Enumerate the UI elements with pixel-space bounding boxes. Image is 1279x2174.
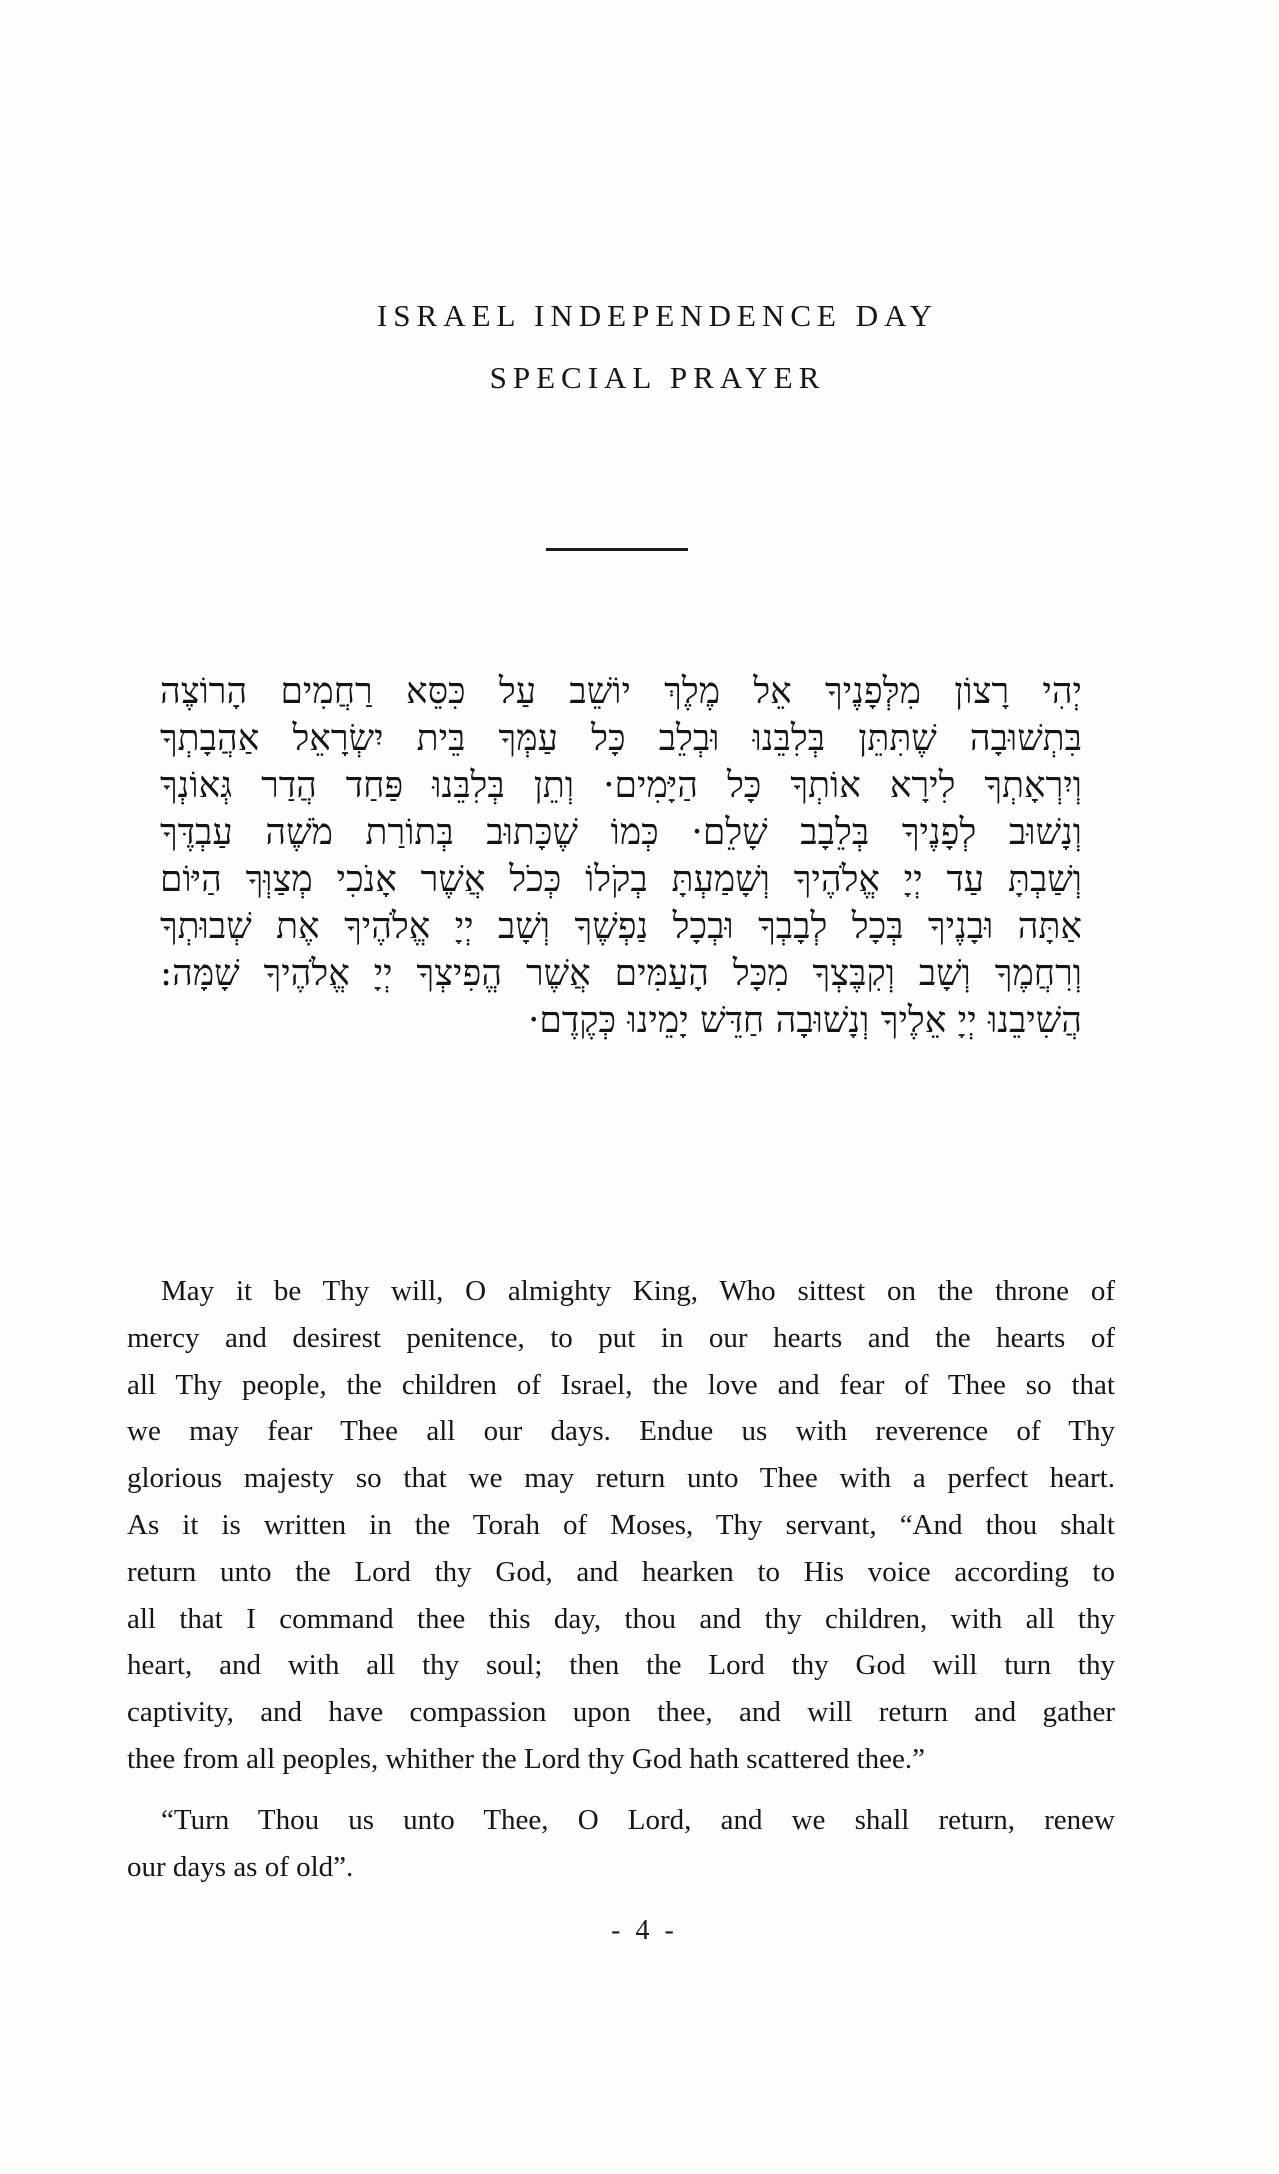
english-line: mercy and desirest penitence, to put in our hearts and the hearts of <box>127 1321 1115 1354</box>
english-line: captivity, and have compassion upon thee, and will return and gather <box>127 1696 1115 1729</box>
page-title: ISRAEL INDEPENDENCE DAY <box>376 298 939 333</box>
english-line: “Turn Thou us unto Thee, O Lord, and we shall return, renew <box>161 1803 1115 1836</box>
english-line: May it be Thy will, O almighty King, Who sittest on the throne of <box>161 1275 1115 1307</box>
hebrew-line: וְנָשׁוּב לְפָנֶיךָ בְּלֵבָב שָׁלֵם· כְּמוֹ שֶׁכָּתוּב בְּתוֹרַת מֹשֶׁה עַבְדֶּךָ <box>160 812 1082 853</box>
english-line: heart, and with all thy soul; then the Lord thy God will turn thy <box>127 1649 1115 1682</box>
hebrew-line: וְשַׁבְתָּ עַד יְיָ אֱלֹהֶיךָ וְשָׁמַעְתָּ בְקֹלוֹ כְּכֹל אֲשֶׁר אָנֹכִי מְצַוְּךָ הַיּוֹם <box>160 859 1082 900</box>
hebrew-line: הֲשִׁיבֵנוּ יְיָ אֵלֶיךָ וְנָשׁוּבָה חַדֵּשׁ יָמֵינוּ כְּקֶדֶם· <box>527 1000 1082 1041</box>
hebrew-line: וְרִחֲמֶךָ וְשָׁב וְקִבֶּצְךָ מִכָּל הָעַמִּים אֲשֶׁר הֱפִיצְךָ יְיָ אֱלֹהֶיךָ שָׁמָּה: <box>160 953 1082 994</box>
title-divider <box>546 548 688 551</box>
hebrew-prayer-text <box>160 668 1082 1044</box>
english-line: As it is written in the Torah of Moses, Thy servant, “And thou shalt <box>127 1508 1115 1541</box>
english-translation <box>127 1268 1115 1890</box>
english-line: return unto the Lord thy God, and hearken to His voice according to <box>127 1555 1115 1588</box>
hebrew-line: אַתָּה וּבָנֶיךָ בְּכָל לְבָבְךָ וּבְכָל נַפְשֶׁךָ וְשָׁב יְיָ אֱלֹהֶיךָ אֶת שְׁבוּתְךָ <box>160 906 1082 947</box>
paragraph-gap <box>127 1783 1115 1797</box>
english-line: all Thy people, the children of Israel, the love and fear of Thee so that <box>127 1368 1115 1401</box>
english-line: our days as of old”. <box>127 1850 354 1883</box>
english-line: glorious majesty so that we may return unto Thee with a perfect heart. <box>127 1462 1115 1495</box>
page-subtitle: SPECIAL PRAYER <box>489 360 826 395</box>
english-line: we may fear Thee all our days. Endue us with reverence of Thy <box>127 1415 1115 1448</box>
english-line: thee from all peoples, whither the Lord thy God hath scattered thee.” <box>127 1742 926 1775</box>
hebrew-line: בִּתְשׁוּבָה שֶׁתִּתֵּן בְּלִבֵּנוּ וּבְלֵב כָּל עַמְּךָ בֵּית יִשְׂרָאֵל אַהֲבָתְךָ <box>160 718 1082 759</box>
hebrew-line: וְיִרְאָתְךָ לִירָא אוֹתְךָ כָּל הַיָּמִים· וְתֵן בְּלִבֵּנוּ פַּחַד הֲדַר גְּאוֹנְךָ <box>160 765 1082 806</box>
hebrew-line: יְהִי רָצוֹן מִלְּפָנֶיךָ אֵל מֶלֶךְ יוֹשֵׁב עַל כִּסֵּא רַחֲמִים הָרוֹצֶה <box>160 671 1082 712</box>
page-number: - 4 - <box>611 1915 678 1946</box>
english-line: all that I command thee this day, thou and thy children, with all thy <box>127 1602 1115 1635</box>
